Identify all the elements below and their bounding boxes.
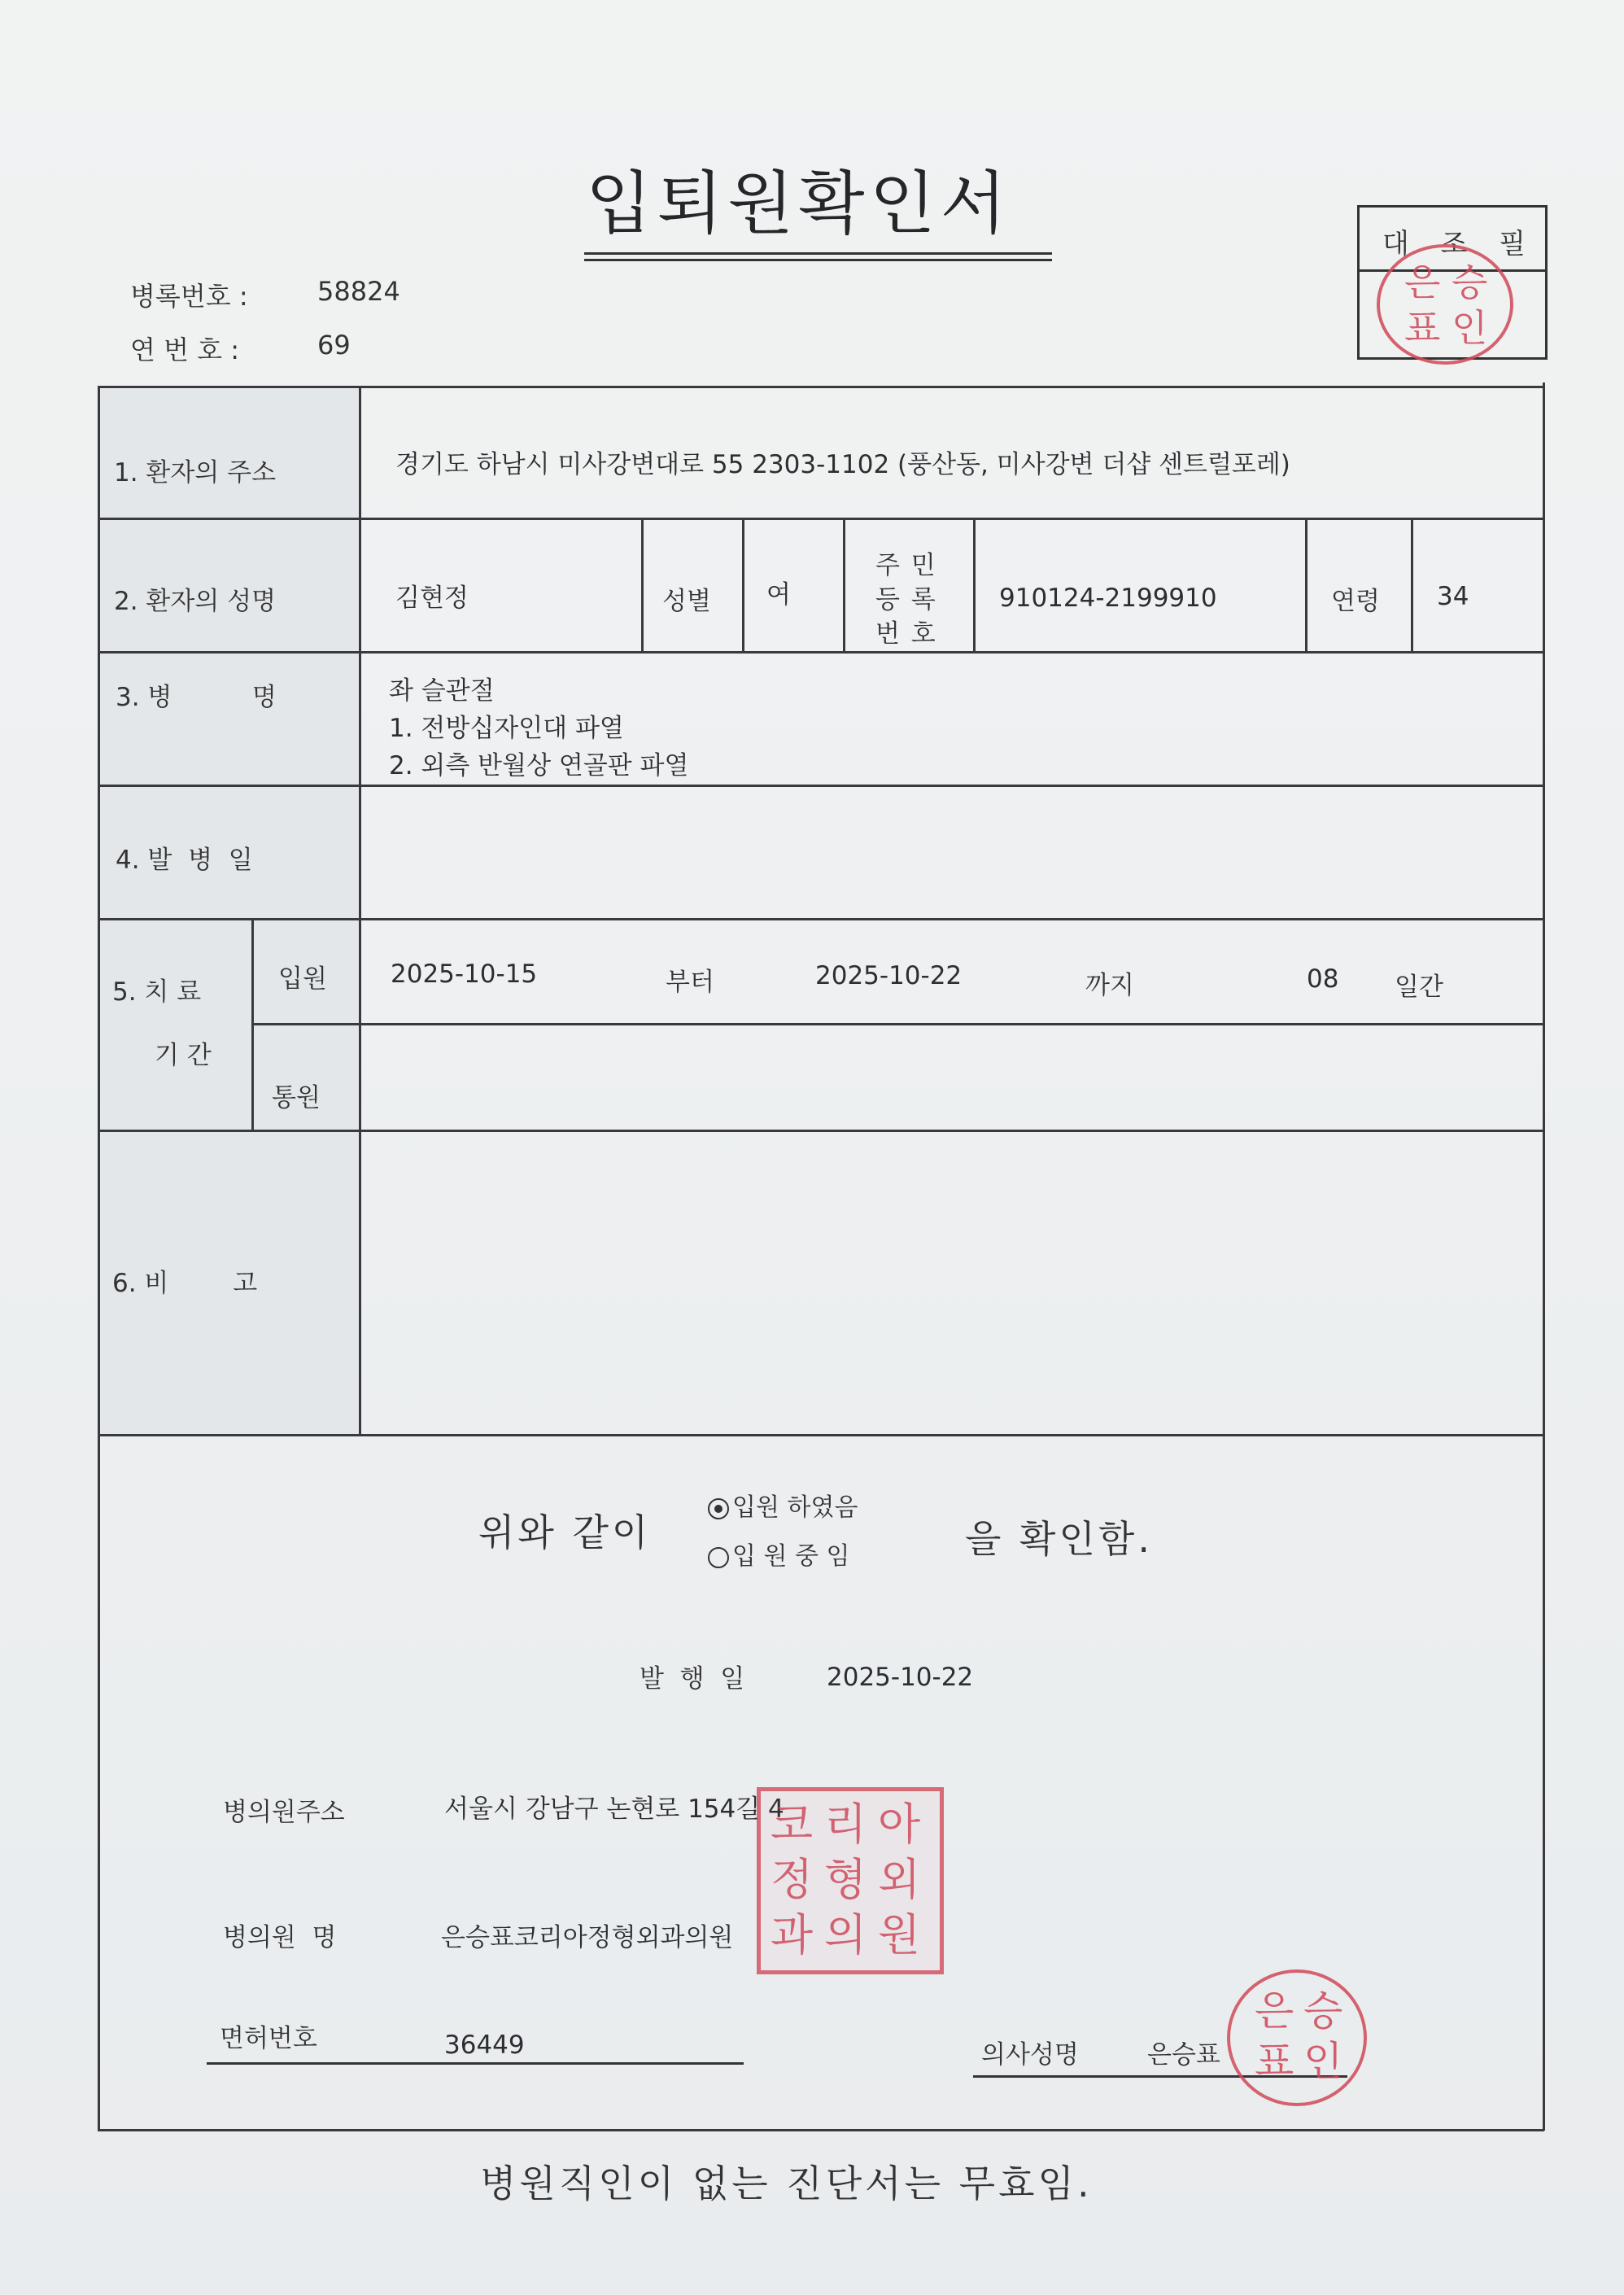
- outpatient-label: 통원: [272, 1083, 321, 1113]
- seal-char: 형: [824, 1854, 867, 1905]
- seal-char: 승: [1303, 1987, 1343, 2035]
- option-2-label: 입 원 중 임: [732, 1542, 850, 1571]
- hospital-name-label: 병의원 명: [223, 1923, 337, 1952]
- license-number: 36449: [444, 2031, 525, 2060]
- confirmation-suffix: 을 확인함.: [965, 1517, 1153, 1561]
- row-divider: [98, 518, 1544, 520]
- serial-number: 69: [317, 330, 351, 361]
- cell-divider: [742, 519, 744, 652]
- patient-address: 경기도 하남시 미사강변대로 55 2303-1102 (풍산동, 미사강변 더샵 센트럴포레): [395, 450, 1290, 479]
- doctor-seal: [1227, 1969, 1367, 2106]
- patient-age: 34: [1437, 582, 1469, 611]
- cell-divider: [1305, 519, 1307, 652]
- seal-char: 인: [1303, 2038, 1343, 2085]
- patient-name: 김현정: [395, 584, 469, 613]
- from-word: 부터: [666, 968, 714, 997]
- row-divider: [98, 651, 1544, 654]
- row-divider: [252, 1023, 1544, 1025]
- cell-divider: [641, 519, 644, 652]
- disease-line: 2. 외측 반월상 연골판 파열: [389, 751, 689, 780]
- disease-line: 좌 슬관절: [389, 676, 495, 706]
- table-top-border: [98, 386, 1544, 388]
- treatment-label: 5. 치 료: [112, 977, 202, 1007]
- record-number: 58824: [317, 276, 400, 307]
- hospital-address: 서울시 강남구 논현로 154길 4: [444, 1794, 784, 1824]
- radio-unselected-icon: [708, 1547, 729, 1568]
- seal-char: 리: [824, 1799, 867, 1850]
- table-bottom-border: [98, 2129, 1544, 2131]
- seal-char: 인: [1452, 306, 1488, 350]
- license-label: 면허번호: [220, 2024, 317, 2053]
- treatment-label-2: 기 간: [155, 1041, 212, 1070]
- document-title: 입퇴원확인서: [586, 164, 1011, 243]
- doctor-name-label: 의사성명: [981, 2040, 1079, 2070]
- hospital-name: 은승표코리아정형외과의원: [441, 1923, 734, 1952]
- option-inpatient-completed: [708, 1493, 858, 1522]
- seal-char: 코: [771, 1799, 814, 1850]
- cell-divider: [843, 519, 845, 652]
- row-divider: [98, 785, 1544, 787]
- rrn-label-line: 번 호: [875, 619, 937, 649]
- inpatient-from-date: 2025-10-15: [391, 960, 538, 989]
- rrn-label-line: 등 록: [875, 585, 937, 614]
- row-divider: [98, 1130, 1544, 1132]
- option-1-label: 입원 하였음: [732, 1493, 858, 1522]
- disease-label: 3. 병 명: [116, 683, 277, 712]
- inpatient-to-date: 2025-10-22: [815, 961, 963, 990]
- name-label: 2. 환자의 성명: [114, 587, 277, 616]
- seal-char: 과: [771, 1909, 814, 1961]
- record-number-label: 병록번호 :: [130, 281, 248, 312]
- seal-char: 승: [1452, 260, 1488, 304]
- label-column-divider: [359, 387, 361, 1436]
- remarks-label: 6. 비 고: [112, 1269, 258, 1298]
- inpatient-label: 입원: [278, 964, 327, 994]
- age-label: 연령: [1331, 587, 1380, 616]
- patient-rrn: 910124-2199910: [999, 584, 1217, 613]
- seal-char: 정: [771, 1854, 814, 1905]
- seal-char: 은: [1255, 1987, 1294, 2035]
- cell-divider: [973, 519, 976, 652]
- inpatient-days: 08: [1307, 964, 1339, 994]
- title-underline: [584, 252, 1052, 255]
- table-left-border: [98, 387, 100, 2131]
- seal-char: 원: [878, 1909, 921, 1961]
- hospital-address-label: 병의원주소: [223, 1798, 345, 1827]
- confirmation-prefix: 위와 같이: [478, 1510, 652, 1554]
- seal-char: 표: [1404, 306, 1441, 350]
- address-label: 1. 환자의 주소: [114, 458, 277, 487]
- verification-label: 대 조 필: [1382, 228, 1538, 260]
- option-currently-inpatient: [708, 1542, 850, 1571]
- onset-label: 4. 발 병 일: [116, 846, 253, 875]
- row-divider: [98, 918, 1544, 920]
- seal-char: 표: [1255, 2038, 1294, 2085]
- sex-label: 성별: [662, 587, 711, 616]
- disease-line: 1. 전방십자인대 파열: [389, 714, 624, 743]
- hospital-seal: [757, 1787, 944, 1974]
- cell-divider: [1411, 519, 1413, 652]
- to-word: 까지: [1085, 971, 1134, 1000]
- rrn-label-line: 주 민: [875, 551, 937, 580]
- patient-sex: 여: [766, 580, 791, 610]
- seal-char: 의: [824, 1909, 867, 1961]
- cell-divider: [251, 920, 254, 1131]
- doctor-name: 은승표: [1147, 2040, 1220, 2070]
- verification-seal: [1377, 244, 1513, 365]
- seal-char: 아: [878, 1799, 921, 1850]
- issue-date: 2025-10-22: [827, 1663, 974, 1692]
- serial-number-label: 연 번 호 :: [130, 334, 240, 365]
- days-word: 일간: [1395, 973, 1443, 1002]
- seal-char: 외: [878, 1854, 921, 1905]
- seal-char: 은: [1404, 260, 1441, 304]
- issue-date-label: 발 행 일: [640, 1664, 745, 1694]
- row-divider: [98, 1434, 1544, 1436]
- title-underline-2: [584, 259, 1052, 261]
- radio-selected-icon: [708, 1498, 729, 1519]
- license-underline: [207, 2062, 744, 2065]
- footer-notice: 병원직인이 없는 진단서는 무효임.: [480, 2162, 1093, 2205]
- table-right-border: [1543, 382, 1545, 2131]
